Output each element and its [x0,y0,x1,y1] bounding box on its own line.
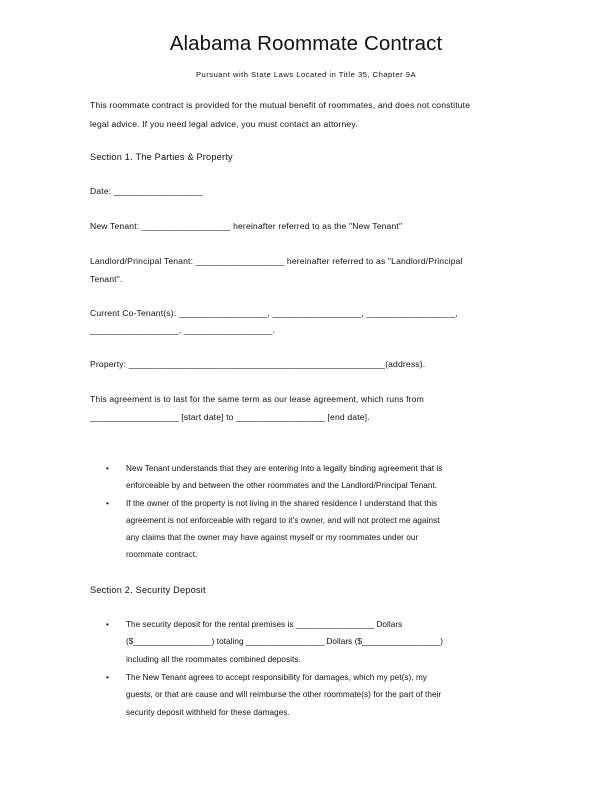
bullet-icon: • [106,499,109,508]
s1-bullet-2-line-2: agreement is not enforceable with regard to it's owner, and will not protect me against [126,516,440,525]
s1-bullet-1-line-1: New Tenant understands that they are entering into a legally binding agreement that is [126,464,443,473]
bullet-icon: • [106,464,109,473]
new-tenant-field: New Tenant: __________________ hereinafter referred to as the "New Tenant" [90,221,403,231]
term-line-1: This agreement is to last for the same term as our lease agreement, which runs from [90,394,424,404]
date-field: Date: __________________ [90,186,203,196]
intro-line-2: legal advice. If you need legal advice, you must contact an attorney. [90,119,358,129]
co-tenants-line-2: __________________, __________________. [90,325,276,335]
s1-bullet-2-line-1: If the owner of the property is not living in the shared residence I understand that this [126,499,438,508]
document-subtitle: Pursuant with State Laws Located in Title 35, Chapter 9A [195,70,417,79]
co-tenants-line-1: Current Co-Tenant(s): __________________, __________________, __________________, [90,308,458,318]
section-1-heading: Section 1. The Parties & Property [90,152,233,162]
property-field: Property: ____________________________________________________(address). [90,359,426,369]
s2-bullet-2-line-1: The New Tenant agrees to accept responsibility for damages, which my pet(s), my [126,673,427,682]
document-title: Alabama Roommate Contract [169,32,443,55]
bullet-icon: • [106,673,109,682]
landlord-field-line-1: Landlord/Principal Tenant: __________________ hereinafter referred to as "Landlord/Principal [90,256,463,266]
section-2-heading: Section 2. Security Deposit [90,585,206,595]
landlord-field-line-2: Tenant". [90,274,123,284]
s1-bullet-2-line-4: roommate contract. [126,550,198,559]
s2-bullet-2-line-3: security deposit withheld for these damages. [126,708,290,717]
bullet-icon: • [106,620,109,629]
s2-bullet-1-line-1: The security deposit for the rental premises is _________________ Dollars [126,620,403,629]
intro-line-1: This roommate contract is provided for the mutual benefit of roommates, and does not constitute [90,100,471,110]
s2-bullet-1-line-2: ($_________________) totaling _________________ Dollars ($_________________) [126,637,444,646]
term-line-2: __________________ [start date] to __________________ [end date]. [90,412,370,422]
s2-bullet-1-line-3: including all the roommates combined deposits. [126,655,301,664]
s1-bullet-2-line-3: any claims that the owner may have against myself or my roommates under our [126,533,419,542]
s1-bullet-1-line-2: enforceable by and between the other roommates and the Landlord/Principal Tenant. [126,481,438,490]
s2-bullet-2-line-2: guests, or that are cause and will reimburse the other roommate(s) for the part of their [126,690,442,699]
